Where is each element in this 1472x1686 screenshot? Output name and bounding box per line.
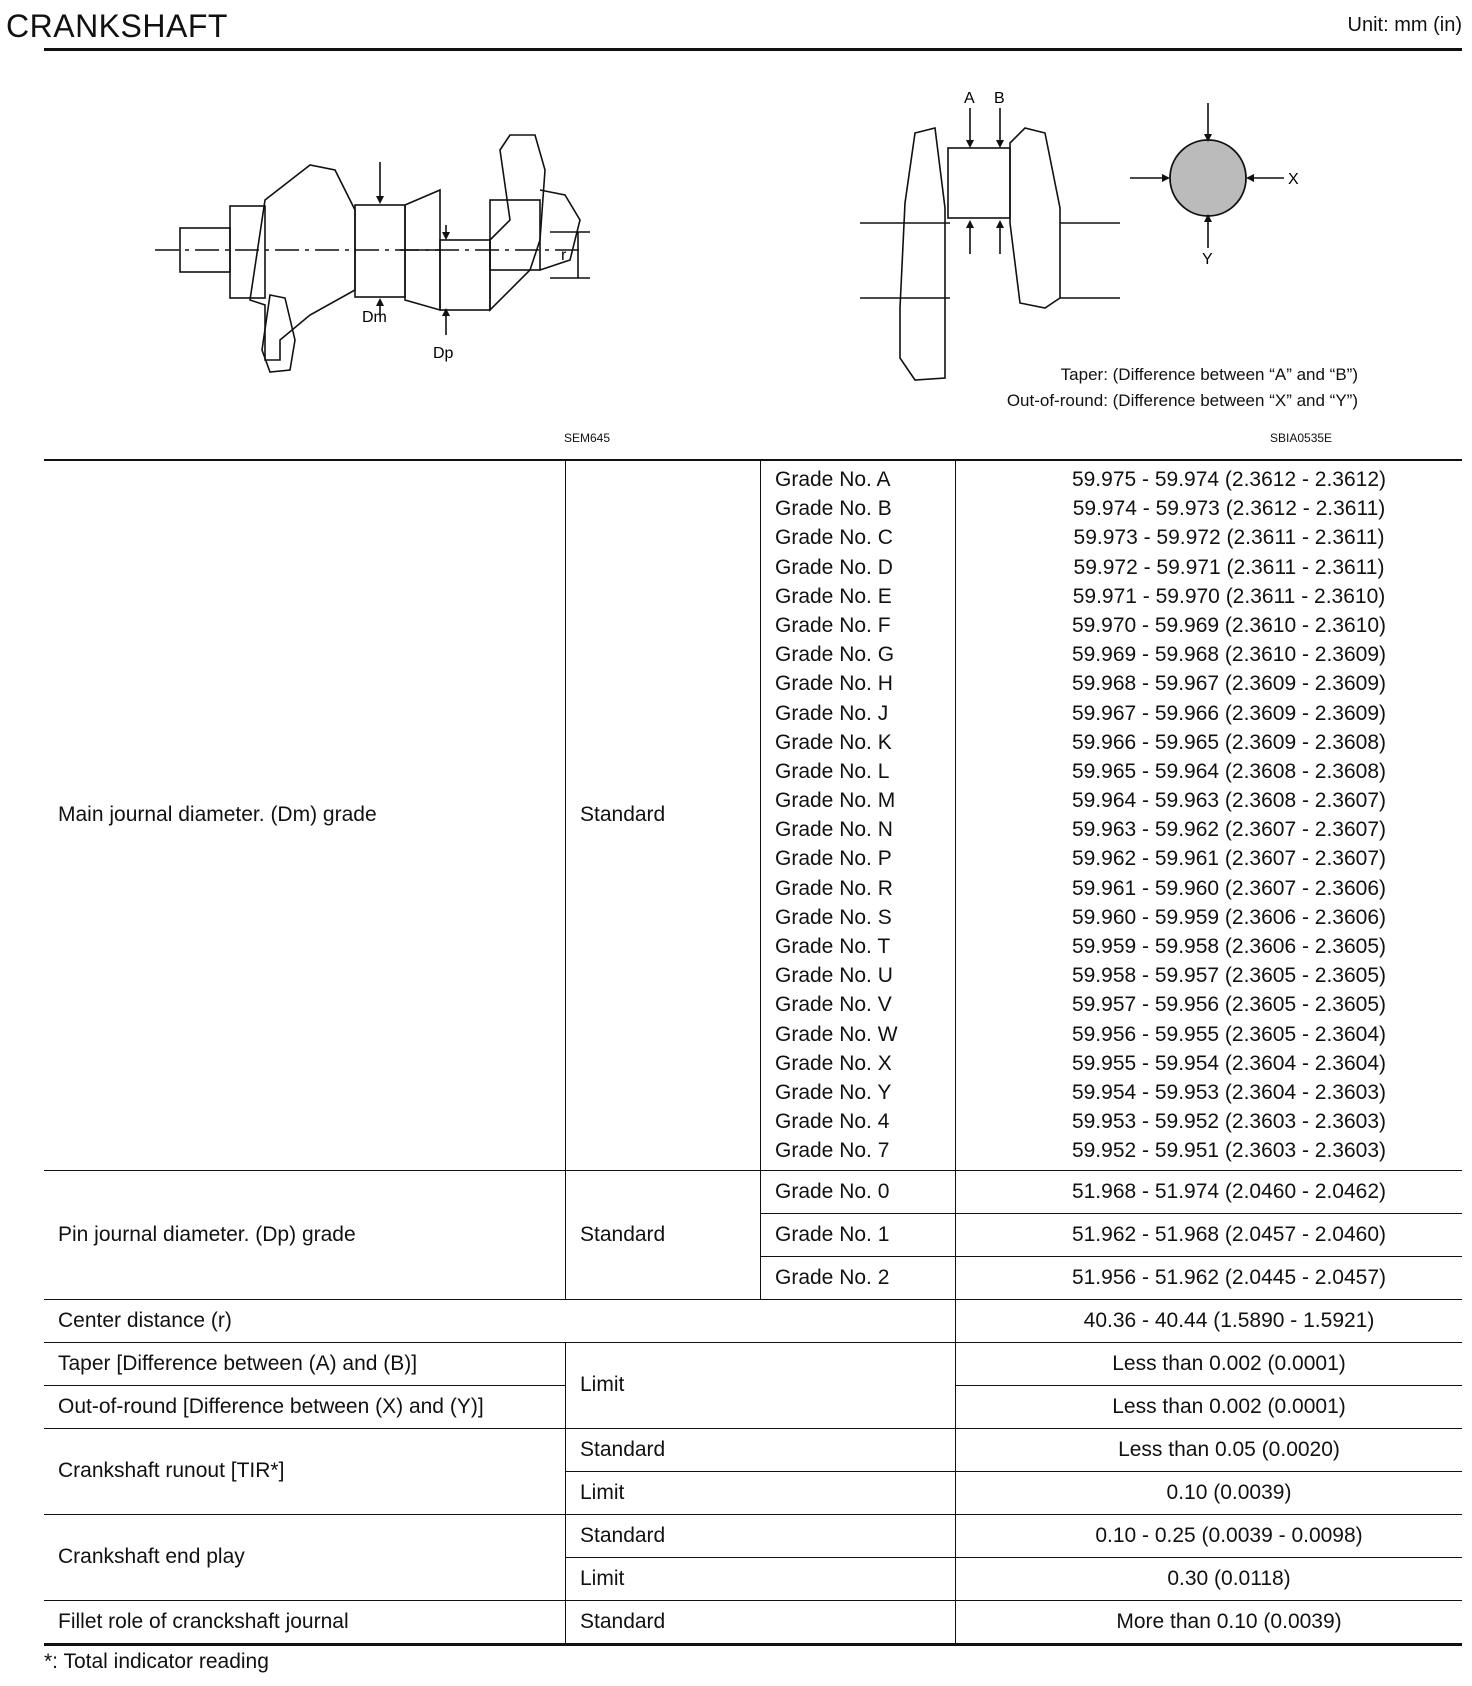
pin-grade-value xyxy=(956,1170,1463,1213)
out-of-round-value xyxy=(956,1385,1463,1428)
main-journal-label: Main journal diameter. (Dm) grade xyxy=(44,460,566,1170)
runout-limit-label: Limit xyxy=(566,1471,956,1514)
center-distance-value-text: 40.36 - 40.44 (1.5890 - 1.5921) xyxy=(1083,1308,1375,1332)
runout-limit-value xyxy=(956,1471,1463,1514)
grade-label: Grade No. F xyxy=(775,613,891,637)
main-journal-grades xyxy=(761,460,956,1170)
b-label: B xyxy=(994,90,1005,107)
fillet-row xyxy=(44,1600,1462,1644)
runout-row xyxy=(44,1428,1462,1471)
grade-label: Grade No. H xyxy=(775,672,893,696)
pin-journal-label: Pin journal diameter. (Dp) grade xyxy=(44,1170,566,1299)
runout-standard-value-text: Less than 0.05 (0.0020) xyxy=(1118,1437,1340,1461)
center-distance-row xyxy=(44,1299,1462,1342)
right-figure-code: SBIA0535E xyxy=(1270,431,1333,445)
taper-value-text: Less than 0.002 (0.0001) xyxy=(1112,1351,1346,1375)
grade-label: Grade No. 4 xyxy=(775,1110,890,1134)
grade-label: Grade No. C xyxy=(775,526,893,550)
grade-value: 59.966 - 59.965 (2.3609 - 2.3608) xyxy=(1071,730,1387,754)
grade-value: 59.953 - 59.952 (2.3603 - 2.3603) xyxy=(1071,1110,1387,1134)
out-of-round-value-text: Less than 0.002 (0.0001) xyxy=(1112,1394,1346,1418)
end-play-label: Crankshaft end play xyxy=(44,1514,566,1600)
fillet-condition: Standard xyxy=(566,1600,956,1644)
grade-value: 59.970 - 59.969 (2.3610 - 2.3610) xyxy=(1071,613,1387,637)
dm-label: Dm xyxy=(362,309,387,326)
grade-label: Grade No. U xyxy=(775,964,893,988)
grade-label: Grade No. N xyxy=(775,818,893,842)
grade-value: 59.965 - 59.964 (2.3608 - 2.3608) xyxy=(1071,759,1387,783)
end-play-limit-value-text: 0.30 (0.0118) xyxy=(1167,1566,1291,1590)
grade-label: Grade No. S xyxy=(775,905,892,929)
pin-grade-value-text: 51.968 - 51.974 (2.0460 - 2.0462) xyxy=(1071,1179,1387,1203)
pin-grade-label: Grade No. 0 xyxy=(761,1170,956,1213)
y-label: Y xyxy=(1202,251,1213,268)
grade-label: Grade No. P xyxy=(775,847,892,871)
end-play-limit-value xyxy=(956,1557,1463,1600)
left-figure-code: SEM645 xyxy=(564,431,611,445)
grade-label: Grade No. J xyxy=(775,701,889,725)
grade-label: Grade No. E xyxy=(775,584,892,608)
grade-value: 59.968 - 59.967 (2.3609 - 2.3609) xyxy=(1071,672,1387,696)
grade-label: Grade No. D xyxy=(775,555,893,579)
taper-value xyxy=(956,1342,1463,1385)
fillet-label: Fillet role of cranckshaft journal xyxy=(44,1600,566,1644)
main-journal-condition: Standard xyxy=(566,460,761,1170)
grade-value: 59.973 - 59.972 (2.3611 - 2.3611) xyxy=(1073,526,1385,550)
grade-label: Grade No. A xyxy=(775,468,891,491)
grade-value: 59.967 - 59.966 (2.3609 - 2.3609) xyxy=(1071,701,1387,725)
grade-value: 59.974 - 59.973 (2.3612 - 2.3611) xyxy=(1072,497,1386,521)
r-label: r xyxy=(561,247,567,264)
pin-grade-value-text: 51.962 - 51.968 (2.0457 - 2.0460) xyxy=(1071,1222,1387,1246)
out-of-round-label: Out-of-round [Difference between (X) and (Y)] xyxy=(44,1385,566,1428)
grade-value: 59.972 - 59.971 (2.3611 - 2.3611) xyxy=(1073,555,1385,579)
runout-label: Crankshaft runout [TIR*] xyxy=(44,1428,566,1514)
end-play-standard-label: Standard xyxy=(566,1514,956,1557)
grade-value: 59.969 - 59.968 (2.3610 - 2.3609) xyxy=(1071,643,1387,667)
runout-standard-value xyxy=(956,1428,1463,1471)
fillet-value-text: More than 0.10 (0.0039) xyxy=(1116,1609,1342,1633)
taper-note: Taper: (Difference between “A” and “B”) xyxy=(1060,365,1358,384)
page-title: CRANKSHAFT xyxy=(6,8,228,44)
fillet-value xyxy=(956,1600,1463,1644)
x-label: X xyxy=(1288,171,1299,188)
grade-label: Grade No. B xyxy=(775,497,892,521)
pin-grade-value xyxy=(956,1213,1463,1256)
end-play-standard-value xyxy=(956,1514,1463,1557)
a-label: A xyxy=(964,90,975,107)
taper-row xyxy=(44,1342,1462,1385)
taper-label: Taper [Difference between (A) and (B)] xyxy=(44,1342,566,1385)
end-play-row xyxy=(44,1514,1462,1557)
crankshaft-spec-table xyxy=(44,459,1462,1646)
grade-value: 59.952 - 59.951 (2.3603 - 2.3603) xyxy=(1071,1139,1387,1163)
unit-label: Unit: mm (in) xyxy=(1347,14,1462,36)
pin-grade-label: Grade No. 1 xyxy=(761,1213,956,1256)
grade-value: 59.963 - 59.962 (2.3607 - 2.3607) xyxy=(1071,818,1387,842)
center-distance-label: Center distance (r) xyxy=(44,1299,956,1342)
pin-journal-row xyxy=(44,1170,1462,1213)
grade-label: Grade No. R xyxy=(775,876,893,900)
oor-note: Out-of-round: (Difference between “X” and “Y”) xyxy=(1006,391,1358,410)
grade-label: Grade No. Y xyxy=(775,1080,892,1104)
taper-oor-condition: Limit xyxy=(566,1342,956,1428)
end-play-limit-label: Limit xyxy=(566,1557,956,1600)
grade-value: 59.960 - 59.959 (2.3606 - 2.3606) xyxy=(1071,905,1387,929)
grade-value: 59.961 - 59.960 (2.3607 - 2.3606) xyxy=(1071,876,1387,900)
pin-grade-value-text: 51.956 - 51.962 (2.0445 - 2.0457) xyxy=(1071,1265,1387,1289)
grade-label: Grade No. X xyxy=(775,1051,892,1075)
grade-label: Grade No. V xyxy=(775,993,892,1017)
runout-limit-value-text: 0.10 (0.0039) xyxy=(1166,1480,1292,1504)
grade-label: Grade No. T xyxy=(775,935,891,958)
grade-value: 59.962 - 59.961 (2.3607 - 2.3607) xyxy=(1071,847,1387,871)
center-distance-value xyxy=(956,1299,1463,1342)
runout-standard-label: Standard xyxy=(566,1428,956,1471)
crankshaft-diagram xyxy=(150,110,650,410)
grade-label: Grade No. L xyxy=(775,759,890,783)
dp-label: Dp xyxy=(433,345,454,362)
figure-caption xyxy=(858,362,1358,414)
journal-measurement-diagram xyxy=(860,88,1320,388)
grade-value: 59.975 - 59.974 (2.3612 - 2.3612) xyxy=(1071,468,1387,491)
title-rule xyxy=(44,48,1462,51)
grade-value: 59.958 - 59.957 (2.3605 - 2.3605) xyxy=(1071,964,1387,988)
grade-label: Grade No. K xyxy=(775,730,892,754)
grade-value: 59.964 - 59.963 (2.3608 - 2.3607) xyxy=(1071,789,1387,813)
end-play-standard-value-text: 0.10 - 0.25 (0.0039 - 0.0098) xyxy=(1095,1523,1363,1547)
grade-value: 59.956 - 59.955 (2.3605 - 2.3604) xyxy=(1071,1022,1387,1046)
main-journal-values xyxy=(956,460,1463,1170)
grade-label: Grade No. W xyxy=(775,1022,898,1046)
grade-label: Grade No. G xyxy=(775,643,895,667)
grade-value: 59.957 - 59.956 (2.3605 - 2.3605) xyxy=(1071,993,1387,1017)
grade-label: Grade No. 7 xyxy=(775,1139,890,1163)
pin-journal-condition: Standard xyxy=(566,1170,761,1299)
pin-grade-label: Grade No. 2 xyxy=(761,1256,956,1299)
pin-grade-value xyxy=(956,1256,1463,1299)
grade-label: Grade No. M xyxy=(775,789,896,813)
grade-value: 59.955 - 59.954 (2.3604 - 2.3604) xyxy=(1071,1051,1387,1075)
footnote: *: Total indicator reading xyxy=(44,1650,269,1673)
grade-value: 59.971 - 59.970 (2.3611 - 2.3610) xyxy=(1072,584,1386,608)
grade-value: 59.959 - 59.958 (2.3606 - 2.3605) xyxy=(1071,935,1387,958)
grade-value: 59.954 - 59.953 (2.3604 - 2.3603) xyxy=(1071,1080,1387,1104)
main-journal-row xyxy=(44,460,1462,1170)
